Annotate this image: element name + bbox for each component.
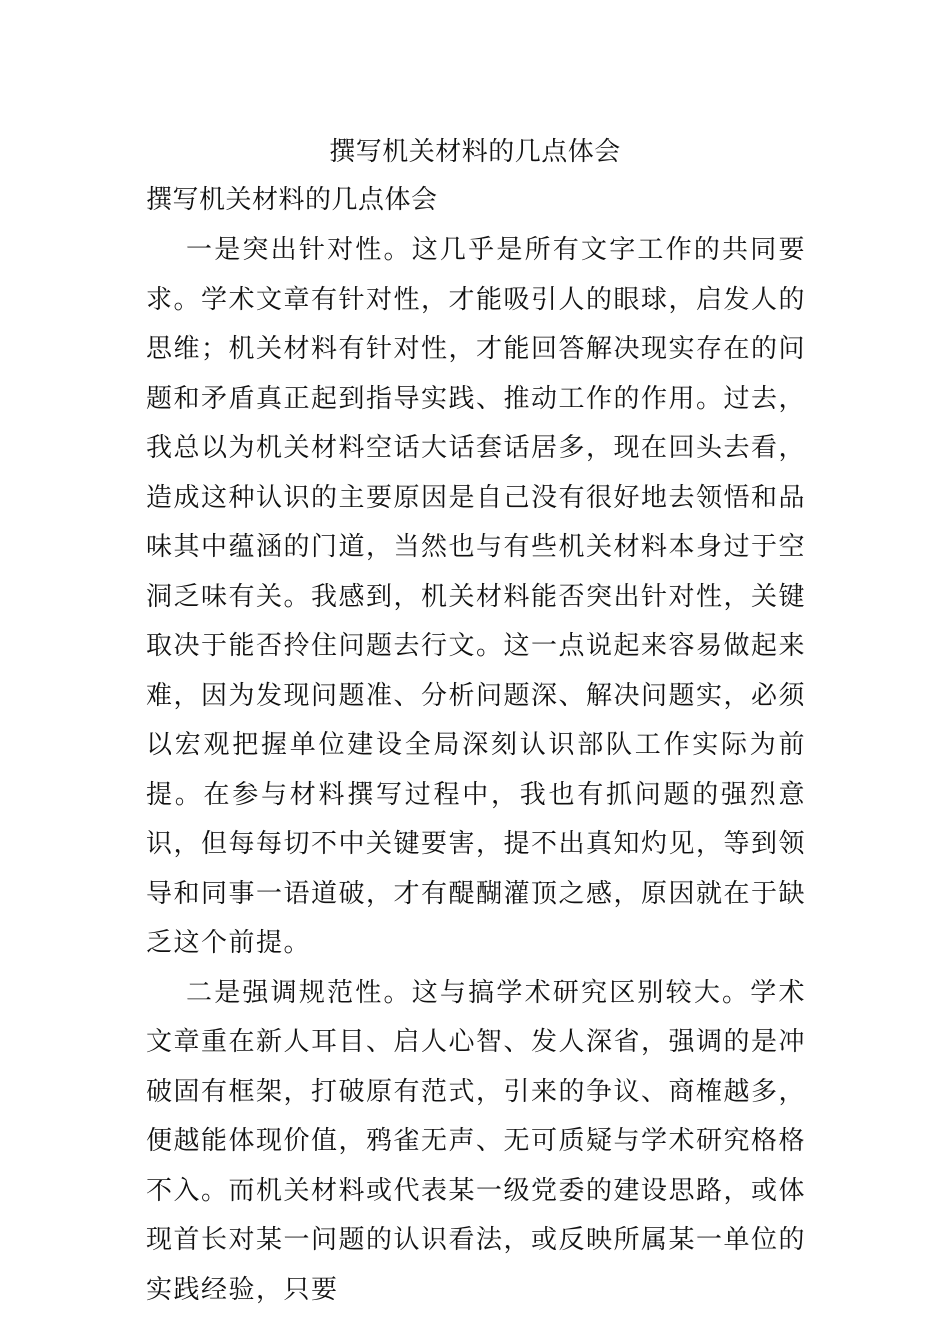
document-subtitle: 撰写机关材料的几点体会 <box>146 185 438 215</box>
document-body <box>146 226 806 1315</box>
document-title: 撰写机关材料的几点体会 <box>329 137 621 167</box>
paragraph-1: 一是突出针对性。这几乎是所有文字工作的共同要求。学术文章有针对性，才能吸引人的眼球，启发人的思维；机关材料有针对性，才能回答解决现实存在的问题和矛盾真正起到指导实践、推动工作的作用。过去，我总以为机关材料空话大话套话居多，现在回头去看，造成这种认识的主要原因是自己没有很好地去领悟和品味其中蕴涵的门道，当然也与有些机关材料本身过于空洞乏味有关。我感到，机关材料能否突出针对性，关键取决于能否拎住问题去行文。这一点说起来容易做起来难，因为发现问题准、分析问题深、解决问题实，必须以宏观把握单位建设全局深刻认识部队工作实际为前提。在参与材料撰写过程中，我也有抓问题的强烈意识，但每每切不中关键要害，提不出真知灼见，等到领导和同事一语道破，才有醍醐灌顶之感，原因就在于缺乏这个前提。 <box>146 235 807 958</box>
paragraph-2: 二是强调规范性。这与搞学术研究区别较大。学术文章重在新人耳目、启人心智、发人深省，强调的是冲破固有框架，打破原有范式，引来的争议、商榷越多，便越能体现价值，鸦雀无声、无可质疑与学术研究格格不入。而机关材料或代表某一级党委的建设思路，或体现首长对某一问题的认识看法，或反映所属某一单位的实践经验，只要 <box>146 977 807 1305</box>
